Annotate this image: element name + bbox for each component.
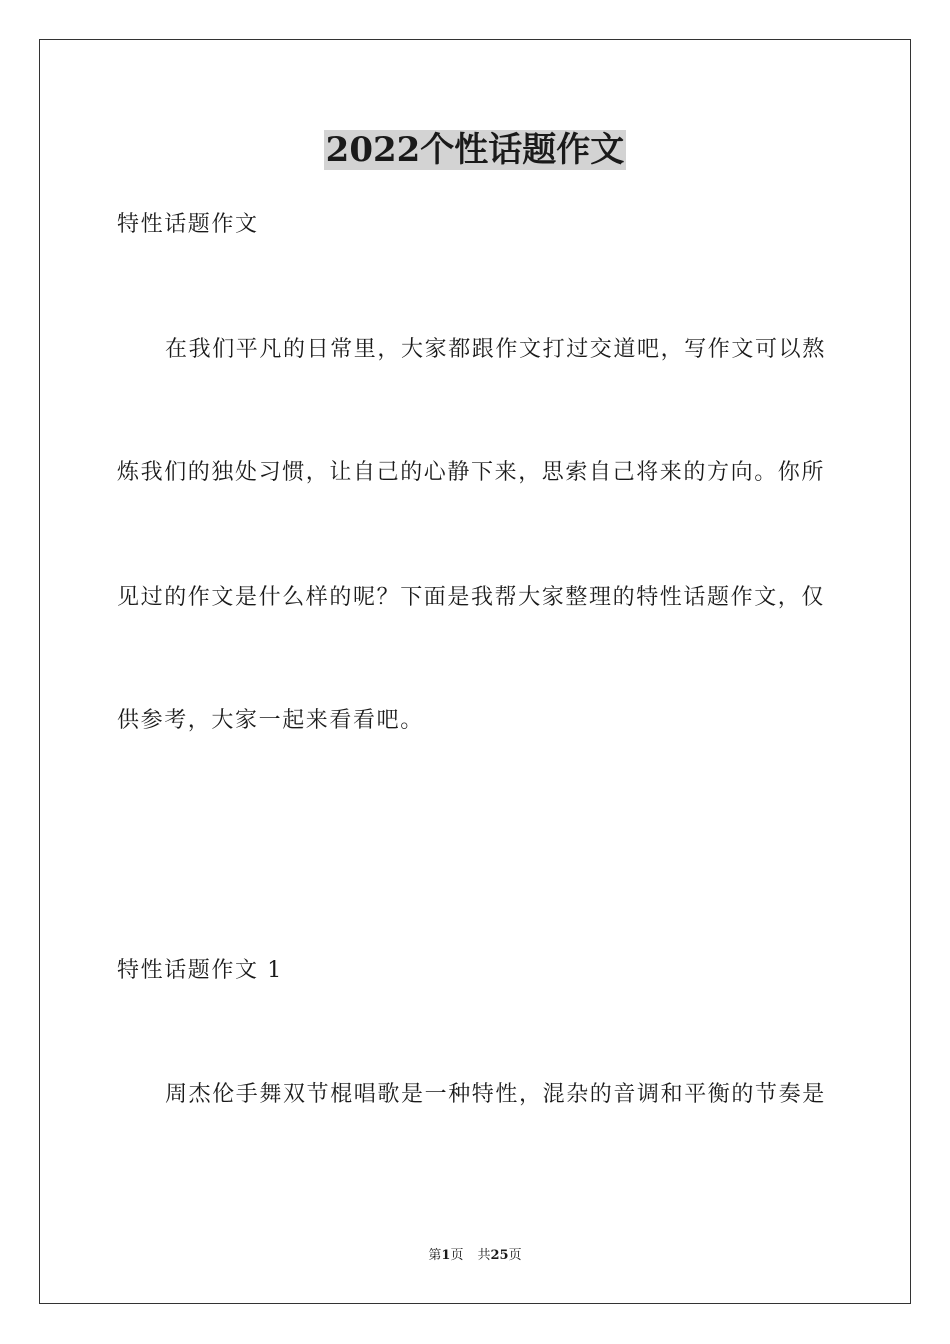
paragraph-line: 在我们平凡的日常里，大家都跟作文打过交道吧，写作文可以熬 xyxy=(165,337,826,362)
footer-page-prefix: 第 xyxy=(428,1248,442,1263)
paragraph-line: 见过的作文是什么样的呢？下面是我帮大家整理的特性话题作文，仅 xyxy=(117,585,826,610)
page-footer xyxy=(0,1247,950,1265)
paragraph-line: 周杰伦手舞双节棍唱歌是一种特性，混杂的音调和平衡的节奏是 xyxy=(165,1082,826,1107)
footer-page-suffix: 页 xyxy=(450,1248,464,1263)
footer-total-pages: 25 xyxy=(490,1248,509,1263)
document-title xyxy=(0,128,950,172)
footer-total-prefix: 共 xyxy=(477,1248,491,1263)
section-heading: 特性话题作文 xyxy=(117,212,259,237)
paragraph-line: 炼我们的独处习惯，让自己的心静下来，思索自己将来的方向。你所 xyxy=(117,460,826,485)
section-heading: 特性话题作文 1 xyxy=(117,958,283,983)
document-title-text: 2022个性话题作文 xyxy=(325,130,625,170)
paragraph-line: 供参考，大家一起来看看吧。 xyxy=(117,708,424,733)
footer-total-suffix: 页 xyxy=(508,1248,522,1263)
footer-page-number: 1 xyxy=(441,1248,451,1263)
